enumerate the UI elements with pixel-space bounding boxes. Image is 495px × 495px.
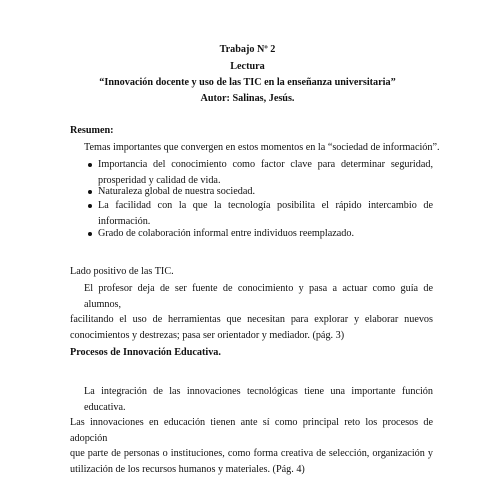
bullet-line: prosperidad y calidad de vida.	[98, 174, 221, 186]
paragraph-line: conocimientos y destrezas; pasa ser orientador y mediador. (pág. 3)	[70, 329, 345, 341]
innovation-heading: Procesos de Innovación Educativa.	[70, 347, 221, 358]
innovation-paragraph	[70, 384, 433, 477]
bullet-line: Grado de colaboración informal entre individuos reemplazado.	[98, 228, 355, 239]
positive-paragraph	[70, 281, 433, 343]
summary-intro: Temas importantes que convergen en estos momentos en la “sociedad de información”.	[84, 142, 440, 153]
paragraph-line: La integración de las innovaciones tecnológicas tiene una importante función educativa.	[84, 386, 433, 413]
summary-heading: Resumen:	[70, 125, 114, 136]
bullet-line: Naturaleza global de nuestra sociedad.	[98, 186, 255, 197]
bullet-line: Importancia del conocimiento como factor clave para determinar seguridad,	[98, 159, 433, 170]
bullet-line: La facilidad con la que la tecnología posibilita el rápido intercambio de	[98, 200, 433, 211]
document-title: “Innovación docente y uso de las TIC en la enseñanza universitaria”	[99, 77, 396, 88]
work-number: Trabajo Nº 2	[219, 44, 276, 55]
bullet-dot-icon	[88, 204, 92, 208]
paragraph-line: facilitando el uso de herramientas que necesitan para explorar y elaborar nuevos	[70, 314, 433, 325]
document-type: Lectura	[230, 61, 265, 72]
bullet-line: información.	[98, 215, 151, 227]
paragraph-line: utilización de los recursos humanos y materiales. (Pág. 4)	[70, 463, 305, 475]
paragraph-line: Las innovaciones en educación tienen ante sí como principal reto los procesos de adopción	[70, 417, 433, 444]
positive-heading: Lado positivo de las TIC.	[70, 266, 174, 277]
paragraph-line: que parte de personas o instituciones, como forma creativa de selección, organización y	[70, 448, 433, 459]
bullet-dot-icon	[88, 232, 92, 236]
paragraph-line: El profesor deja de ser fuente de conocimiento y pasa a actuar como guía de alumnos,	[84, 283, 433, 310]
bullet-dot-icon	[88, 163, 92, 167]
bullet-dot-icon	[88, 190, 92, 194]
document-author: Autor: Salinas, Jesús.	[200, 93, 295, 104]
